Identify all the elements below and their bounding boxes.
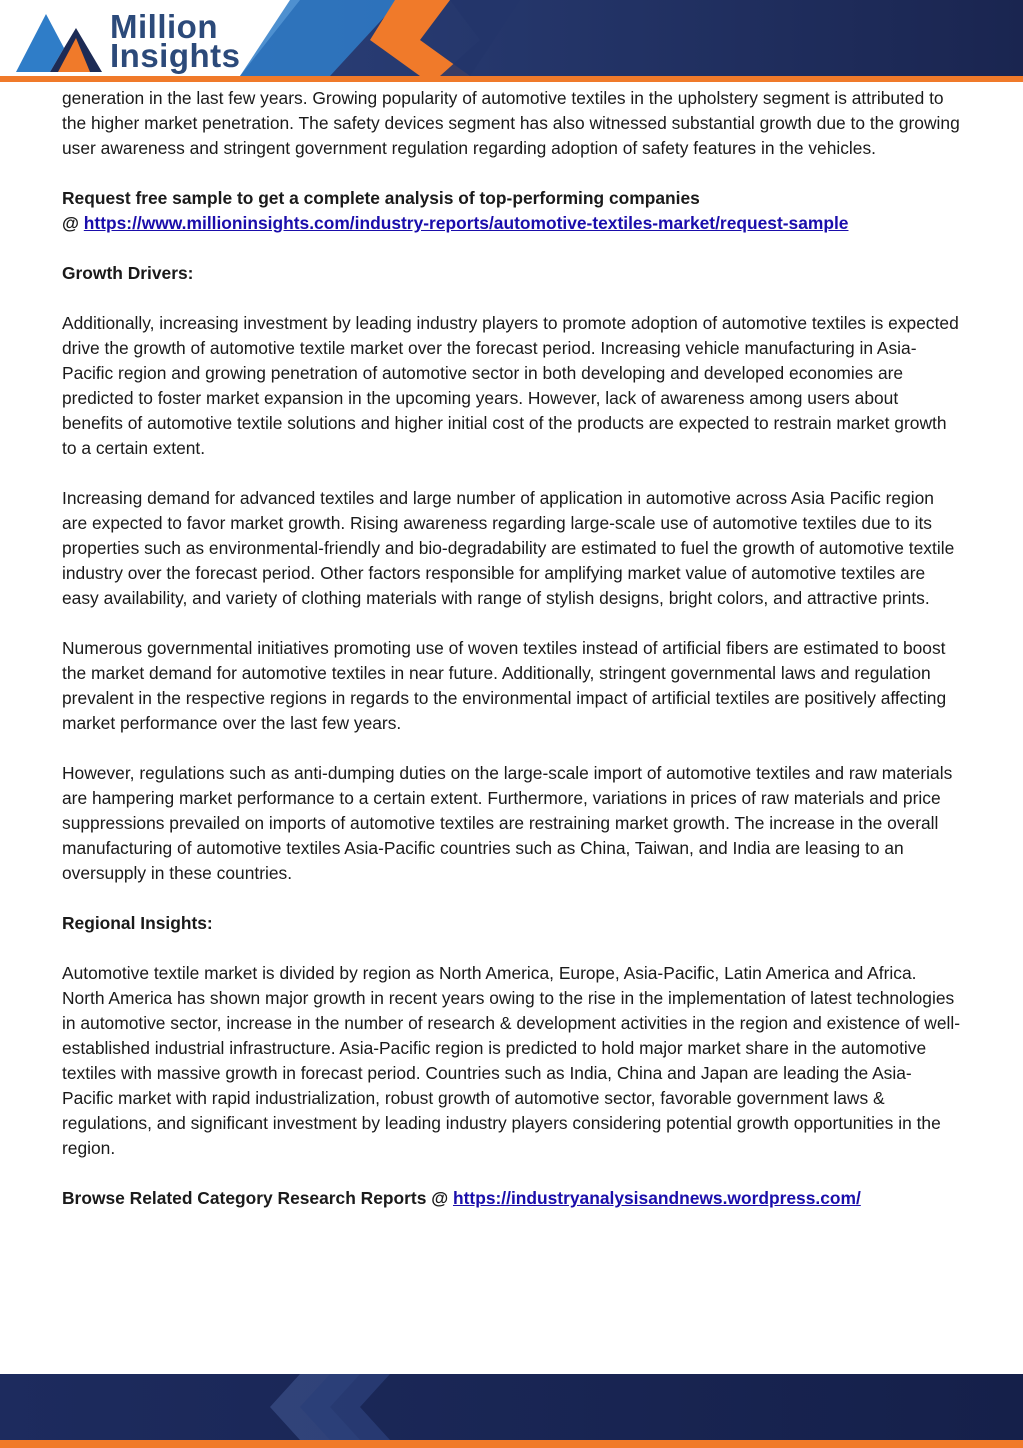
paragraph-intro: generation in the last few years. Growing popularity of automotive textiles in the upholstery segment is attributed to the higher market penetration. The safety devices segment has also witnessed substantial growth due to the growing user awareness and stringent government regulation regarding adoption of safety features in the vehicles. — [62, 88, 960, 158]
paragraph-growth-4: However, regulations such as anti-dumping duties on the large-scale import of automotive textiles and raw materials are hampering market performance to a certain extent. Furthermore, variations in prices of raw materials and price suppressions prevailed on imports of automotive textiles are restraining market growth. The increase in the overall manufacturing of automotive textiles Asia-Pacific countries such as China, Taiwan, and India are leasing to an oversupply in these countries. — [62, 763, 953, 883]
page-footer — [0, 1374, 1023, 1448]
logo-text-insights: Insights — [110, 37, 241, 74]
sample-request-link[interactable]: https://www.millioninsights.com/industry-reports/automotive-textiles-market/request-sample — [83, 213, 849, 233]
growth-drivers-heading: Growth Drivers: — [62, 263, 194, 283]
document-body — [62, 86, 962, 1236]
logo-mark-icon — [14, 8, 104, 74]
million-insights-logo — [14, 6, 254, 76]
logo-text-million: Million — [110, 8, 218, 45]
sample-request-heading: Request free sample to get a complete analysis of top-performing companies — [62, 188, 700, 208]
browse-related-block — [62, 1186, 962, 1211]
paragraph-growth-2: Increasing demand for advanced textiles and large number of application in automotive across Asia Pacific region are expected to favor market growth. Rising awareness regarding large-scale use of automotive textiles due to its properties such as environmental-friendly and bio-degradability are estimated to fuel the growth of automotive textile industry over the forecast period. Other factors responsible for amplifying market value of automotive textiles are easy availability, and variety of clothing materials with range of stylish designs, bright colors, and attractive prints. — [62, 488, 955, 608]
paragraph-growth-1: Additionally, increasing investment by leading industry players to promote adoption of automotive textiles is expected drive the growth of automotive textile market over the forecast period. Increasing vehicle manufacturing in Asia-Pacific region and growing penetration of automotive sector in both developing and developed economies are predicted to foster market expansion in the upcoming years. However, lack of awareness among users about benefits of automotive textile solutions and higher initial cost of the products are expected to restrain market growth to a certain extent. — [62, 313, 959, 458]
page-header — [0, 0, 1023, 84]
sample-link-prefix: @ — [62, 213, 84, 233]
paragraph-growth-3: Numerous governmental initiatives promoting use of woven textiles instead of artificial fibers are estimated to boost the market demand for automotive textiles in near future. Additionally, stringent governmental laws and regulation prevalent in the respective regions in regards to the environmental impact of artificial textiles are positively affecting market performance over the last few years. — [62, 638, 947, 733]
sample-request-block — [62, 186, 962, 236]
browse-related-link[interactable]: https://industryanalysisandnews.wordpress.com/ — [452, 1188, 861, 1208]
paragraph-regional: Automotive textile market is divided by region as North America, Europe, Asia-Pacific, Latin America and Africa. North America has shown major growth in recent years owing to the rise in the implementation of latest technologies in automotive sector, increase in the number of research & development activities in the region and existence of well-established industrial infrastructure. Asia-Pacific region is predicted to hold major market share in the automotive textiles with massive growth in forecast period. Countries such as India, China and Japan are leading the Asia-Pacific market with rapid industrialization, robust growth of automotive sector, favorable government laws & regulations, and significant investment by leading industry players considering potential growth opportunities in the region. — [62, 963, 961, 1158]
footer-banner — [0, 1374, 1023, 1448]
regional-insights-heading: Regional Insights: — [62, 913, 213, 933]
browse-related-label: Browse Related Category Research Reports @ — [62, 1188, 453, 1208]
